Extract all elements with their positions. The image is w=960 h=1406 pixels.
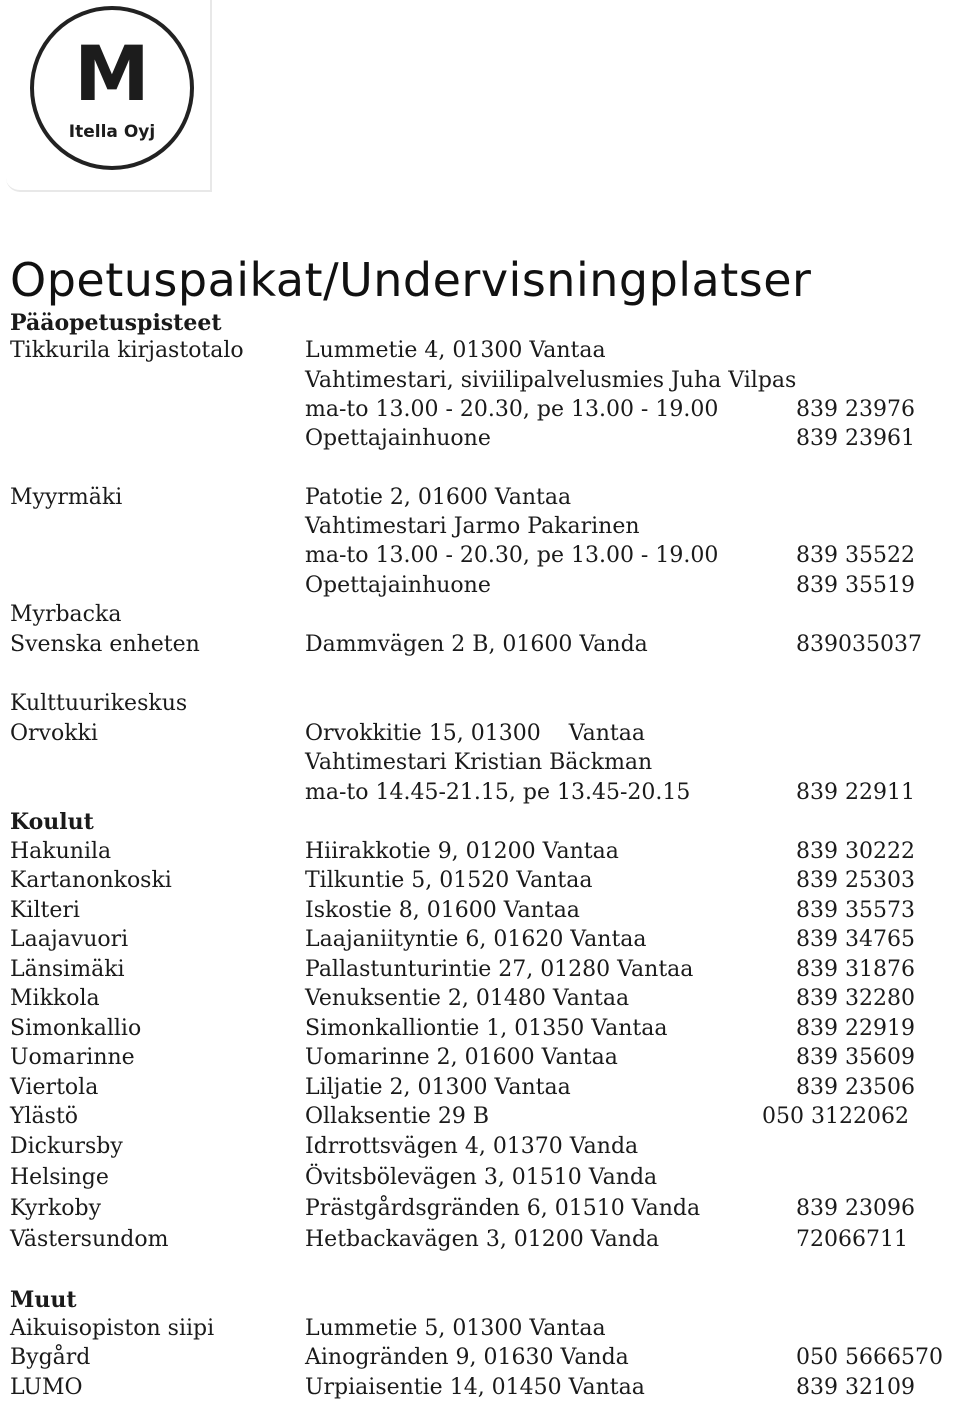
phone-number: 72066711 — [796, 1227, 908, 1252]
location-address: Vahtimestari, siviilipalvelusmies Juha Vilpas — [305, 368, 797, 393]
location-address: Vahtimestari Jarmo Pakarinen — [305, 514, 640, 539]
location-address: Ollaksentie 29 B — [305, 1104, 490, 1129]
location-address: Vahtimestari Kristian Bäckman — [305, 750, 653, 775]
location-row — [0, 541, 960, 571]
location-name: Hakunila — [10, 839, 112, 864]
location-address: Tilkuntie 5, 01520 Vantaa — [305, 868, 593, 893]
location-name: Kartanonkoski — [10, 868, 172, 893]
phone-number: 050 3122062 — [762, 1104, 909, 1129]
location-row — [0, 1163, 960, 1193]
section-heading: Koulut — [10, 809, 94, 835]
phone-number: 839 23961 — [796, 426, 915, 451]
location-name: Kyrkoby — [10, 1196, 102, 1221]
phone-number: 050 5666570 — [796, 1345, 943, 1370]
location-row — [0, 925, 960, 955]
location-row — [0, 1073, 960, 1103]
location-address: Opettajainhuone — [305, 573, 491, 598]
location-row — [0, 571, 960, 601]
location-name: Kilteri — [10, 898, 80, 923]
location-row — [0, 1102, 960, 1132]
phone-number: 839 32109 — [796, 1375, 915, 1400]
location-address: Prästgårdsgränden 6, 01510 Vanda — [305, 1196, 701, 1221]
location-name: Myrbacka — [10, 602, 122, 627]
phone-number: 839 23976 — [796, 397, 915, 422]
section-heading-row — [0, 308, 960, 338]
location-row — [0, 837, 960, 867]
location-name: Orvokki — [10, 721, 98, 746]
location-address: Uomarinne 2, 01600 Vantaa — [305, 1045, 618, 1070]
logo-box — [6, 0, 212, 192]
location-row — [0, 336, 960, 366]
location-address: Lummetie 4, 01300 Vantaa — [305, 338, 606, 363]
location-name: Västersundom — [10, 1227, 169, 1252]
phone-number: 839 31876 — [796, 957, 915, 982]
location-address: ma-to 13.00 - 20.30, pe 13.00 - 19.00 — [305, 397, 719, 422]
location-row — [0, 1132, 960, 1162]
location-row — [0, 748, 960, 778]
location-row — [0, 424, 960, 454]
phone-number: 839 23096 — [796, 1196, 915, 1221]
location-name: Aikuisopiston siipi — [10, 1316, 215, 1341]
location-address: Iskostie 8, 01600 Vantaa — [305, 898, 580, 923]
location-row — [0, 1225, 960, 1255]
location-address: Hiirakkotie 9, 01200 Vantaa — [305, 839, 619, 864]
location-row — [0, 512, 960, 542]
itella-logo — [30, 6, 194, 170]
location-row — [0, 483, 960, 513]
location-name: Helsinge — [10, 1165, 109, 1190]
location-row — [0, 1314, 960, 1344]
location-row — [0, 955, 960, 985]
location-row — [0, 1343, 960, 1373]
phone-number: 839 22911 — [796, 780, 915, 805]
location-address: Patotie 2, 01600 Vantaa — [305, 485, 572, 510]
location-row — [0, 984, 960, 1014]
location-row — [0, 689, 960, 719]
phone-number: 839 25303 — [796, 868, 915, 893]
location-row — [0, 600, 960, 630]
location-address: Orvokkitie 15, 01300 Vantaa — [305, 721, 645, 746]
location-address: Idrrottsvägen 4, 01370 Vanda — [305, 1134, 639, 1159]
location-row — [0, 395, 960, 425]
location-address: Lummetie 5, 01300 Vantaa — [305, 1316, 606, 1341]
location-row — [0, 1373, 960, 1403]
location-name: Myyrmäki — [10, 485, 123, 510]
phone-number: 839 35519 — [796, 573, 915, 598]
location-address: Dammvägen 2 B, 01600 Vanda — [305, 632, 648, 657]
phone-number: 839 22919 — [796, 1016, 915, 1041]
location-address: Venuksentie 2, 01480 Vantaa — [305, 986, 630, 1011]
phone-number: 839 23506 — [796, 1075, 915, 1100]
location-address: Pallastunturintie 27, 01280 Vantaa — [305, 957, 694, 982]
location-name: Ylästö — [10, 1104, 79, 1129]
location-name: Svenska enheten — [10, 632, 200, 657]
section-heading: Pääopetuspisteet — [10, 310, 222, 336]
location-address: Övitsbölevägen 3, 01510 Vanda — [305, 1165, 658, 1190]
location-row — [0, 1043, 960, 1073]
phone-number: 839 35573 — [796, 898, 915, 923]
location-address: Simonkalliontie 1, 01350 Vantaa — [305, 1016, 668, 1041]
location-name: Kulttuurikeskus — [10, 691, 188, 716]
location-name: Dickursby — [10, 1134, 123, 1159]
section-heading-row — [0, 807, 960, 837]
phone-number: 839 30222 — [796, 839, 915, 864]
phone-number: 839 35609 — [796, 1045, 915, 1070]
phone-number: 839 32280 — [796, 986, 915, 1011]
location-name: LUMO — [10, 1375, 83, 1400]
location-name: Viertola — [10, 1075, 99, 1100]
location-name: Länsimäki — [10, 957, 125, 982]
location-name: Uomarinne — [10, 1045, 135, 1070]
section-heading-row — [0, 1285, 960, 1315]
phone-number: 839 34765 — [796, 927, 915, 952]
location-name: Tikkurila kirjastotalo — [10, 338, 244, 363]
location-name: Bygård — [10, 1345, 91, 1370]
location-row — [0, 366, 960, 396]
phone-number: 839 35522 — [796, 543, 915, 568]
location-address: ma-to 14.45-21.15, pe 13.45-20.15 — [305, 780, 691, 805]
phone-number: 839035037 — [796, 632, 922, 657]
location-row — [0, 778, 960, 808]
location-name: Laajavuori — [10, 927, 129, 952]
location-row — [0, 630, 960, 660]
logo-company-name: Itella Oyj — [68, 122, 156, 142]
location-row — [0, 866, 960, 896]
location-address: Urpiaisentie 14, 01450 Vantaa — [305, 1375, 645, 1400]
location-address: Liljatie 2, 01300 Vantaa — [305, 1075, 571, 1100]
location-address: ma-to 13.00 - 20.30, pe 13.00 - 19.00 — [305, 543, 719, 568]
location-address: Opettajainhuone — [305, 426, 491, 451]
section-heading: Muut — [10, 1287, 77, 1313]
location-row — [0, 1014, 960, 1044]
location-row — [0, 1194, 960, 1224]
location-address: Laajaniityntie 6, 01620 Vantaa — [305, 927, 647, 952]
location-row — [0, 896, 960, 926]
location-name: Simonkallio — [10, 1016, 142, 1041]
location-address: Ainogränden 9, 01630 Vanda — [305, 1345, 629, 1370]
location-name: Mikkola — [10, 986, 100, 1011]
location-row — [0, 719, 960, 749]
logo-letter: M — [74, 29, 150, 118]
location-address: Hetbackavägen 3, 01200 Vanda — [305, 1227, 660, 1252]
page-title: Opetuspaikat/Undervisningplatser — [10, 253, 812, 307]
